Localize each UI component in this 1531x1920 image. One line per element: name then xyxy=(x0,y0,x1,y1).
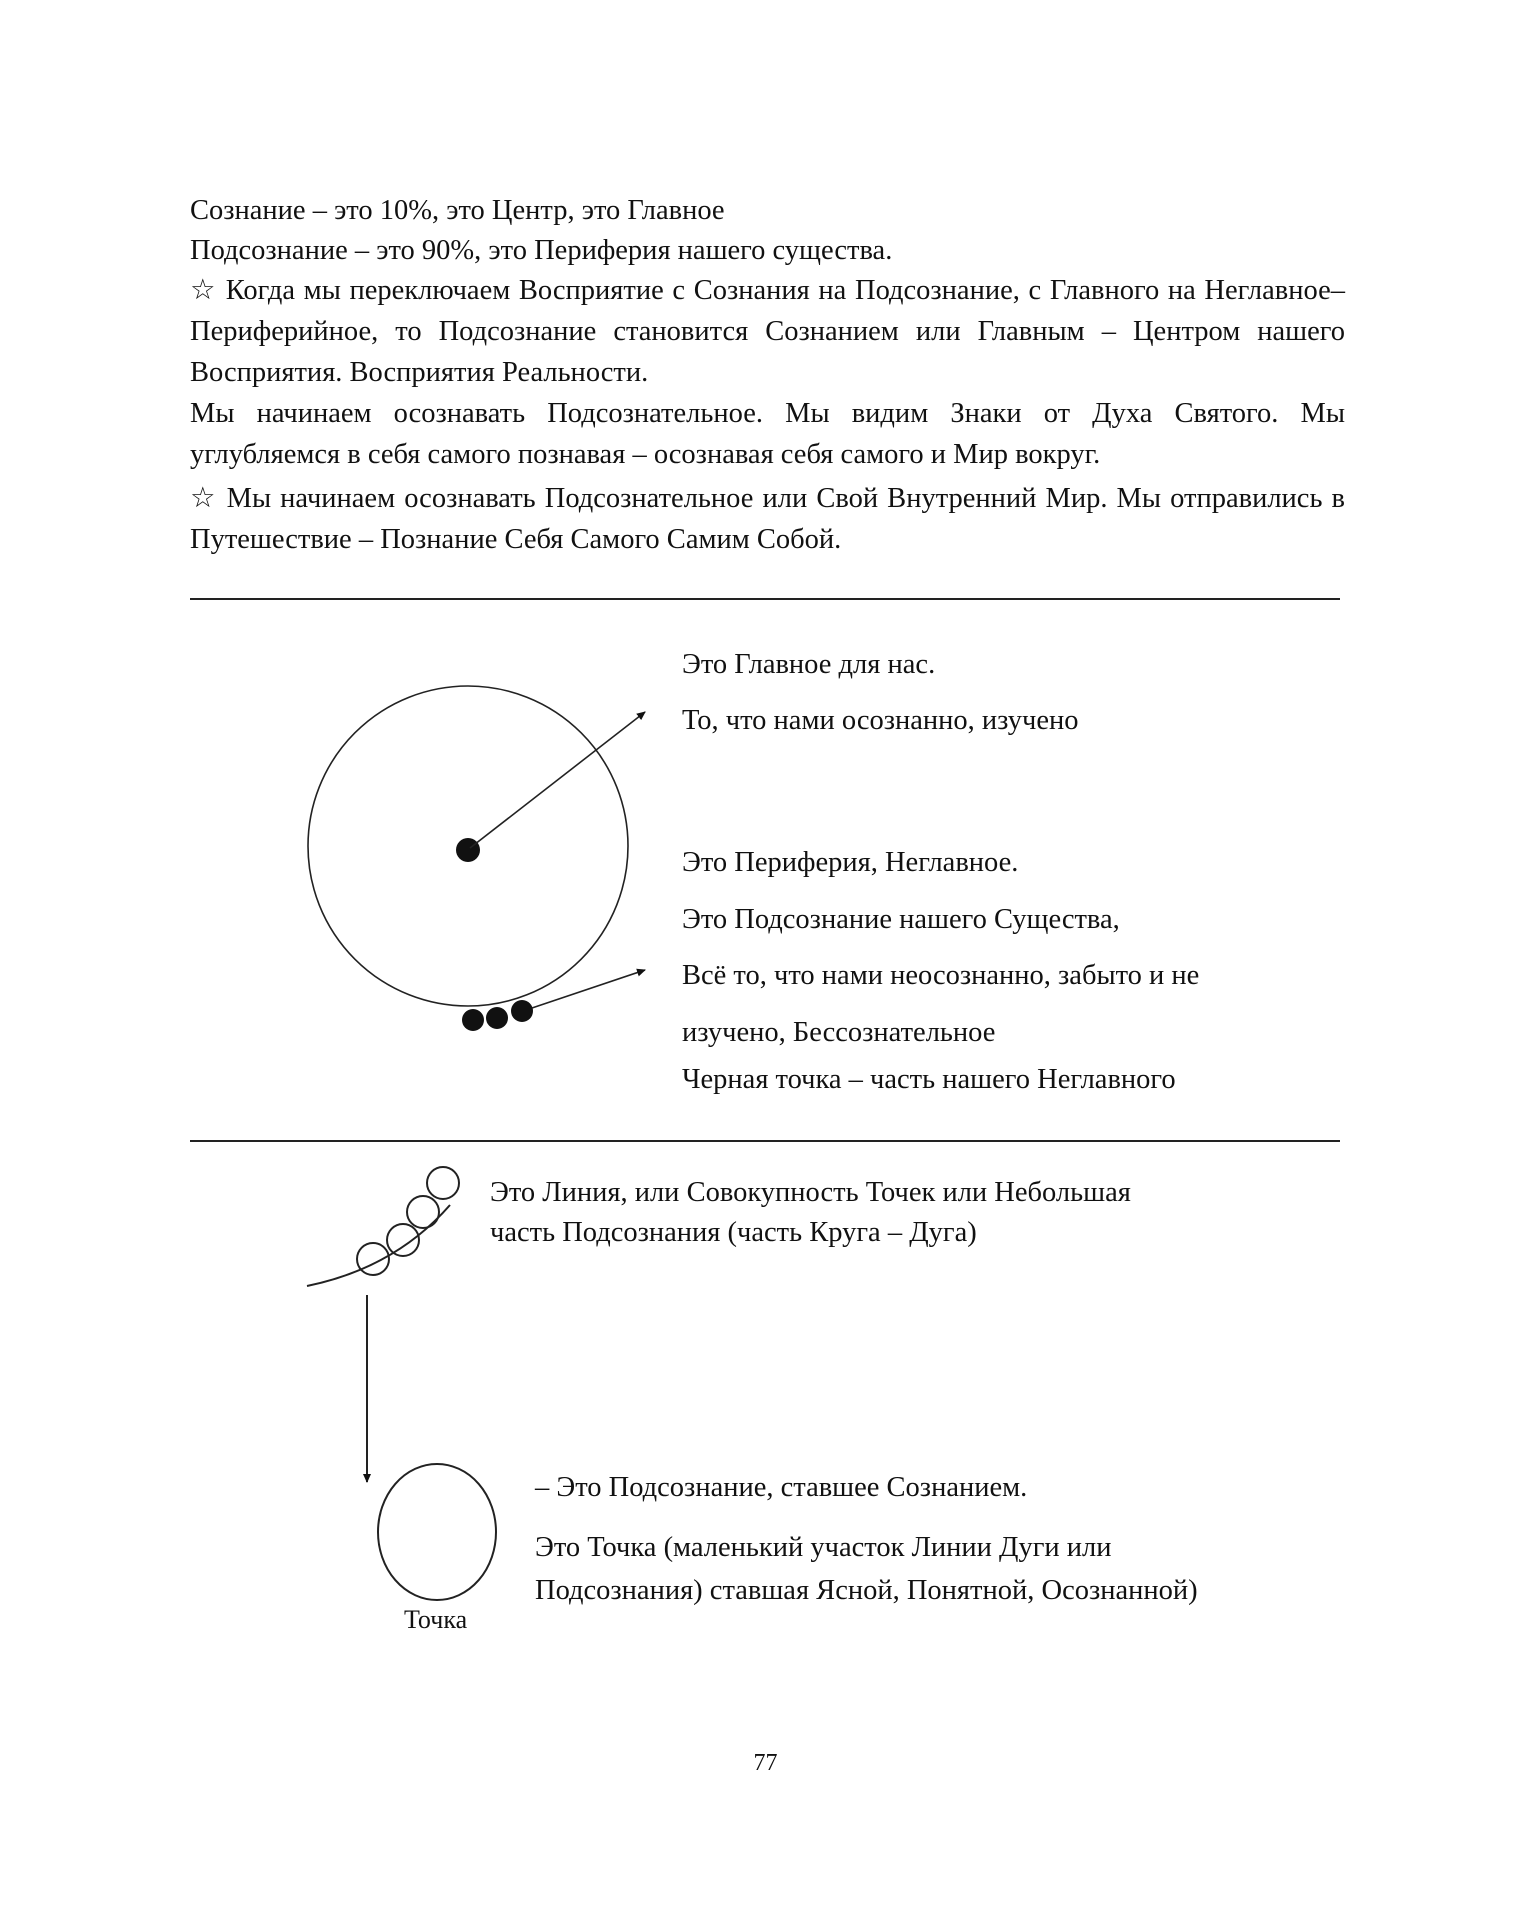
label-main: Это Главное для нас. xyxy=(682,649,936,680)
label-part-of-subconscious: часть Подсознания (часть Круга – Дуга) xyxy=(490,1217,977,1248)
bead-2 xyxy=(387,1224,419,1256)
label-conscious-studied: То, что нами осознанно, изучено xyxy=(682,705,1079,736)
periphery-point-2 xyxy=(486,1007,508,1029)
page-number: 77 xyxy=(753,1750,778,1776)
text-line-consciousness: Сознание – это 10%, это Центр, это Главное xyxy=(190,195,725,226)
center-point xyxy=(456,838,480,862)
label-became-conscious: – Это Подсознание, ставшее Сознанием. xyxy=(535,1472,1028,1503)
arrow-to-periphery-label xyxy=(532,970,645,1008)
bead-3 xyxy=(407,1196,439,1228)
point-caption: Точка xyxy=(404,1605,468,1634)
periphery-point-1 xyxy=(462,1009,484,1031)
periphery-point-3 xyxy=(511,1000,533,1022)
label-not-studied: изучено, Бессознательное xyxy=(682,1017,996,1048)
point-circle xyxy=(378,1464,496,1600)
divider-middle xyxy=(190,1140,1340,1142)
label-point-clear: Подсознания) ставшая Ясной, Понятной, Осознанной) xyxy=(535,1575,1198,1606)
label-line: Это Линия, или Совокупность Точек или Небольшая xyxy=(490,1177,1131,1208)
paragraph-journey: ☆ Мы начинаем осознавать Подсознательное или Свой Внутренний Мир. Мы отправились в Путешествие – Познание Себя Самого Самим Собой. xyxy=(190,483,1345,555)
label-periphery: Это Периферия, Неглавное. xyxy=(682,847,1019,878)
bead-4 xyxy=(427,1167,459,1199)
paragraph-signs: Мы начинаем осознавать Подсознательное. Мы видим Знаки от Духа Святого. Мы углубляемся в себя самого познавая – осознавая себя самого и Мир вокруг. xyxy=(190,398,1345,470)
label-subconscious-being: Это Подсознание нашего Существа, xyxy=(682,904,1120,935)
label-black-point: Черная точка – часть нашего Неглавного xyxy=(682,1064,1176,1095)
paragraph-perception-switch: ☆ Когда мы переключаем Восприятие с Сознания на Подсознание, с Главного на Неглавное–Периферийное, то Подсознание становится Сознанием или Главным – Центром нашего Восприятия. Восприятия Реальности. xyxy=(190,275,1345,388)
label-point-definition: Это Точка (маленький участок Линии Дуги или xyxy=(535,1532,1112,1563)
label-unconscious-forgotten: Всё то, что нами неосознанно, забыто и не xyxy=(682,960,1200,991)
arrow-to-center-label xyxy=(470,712,645,848)
text-line-subconscious: Подсознание – это 90%, это Периферия нашего существа. xyxy=(190,235,893,266)
